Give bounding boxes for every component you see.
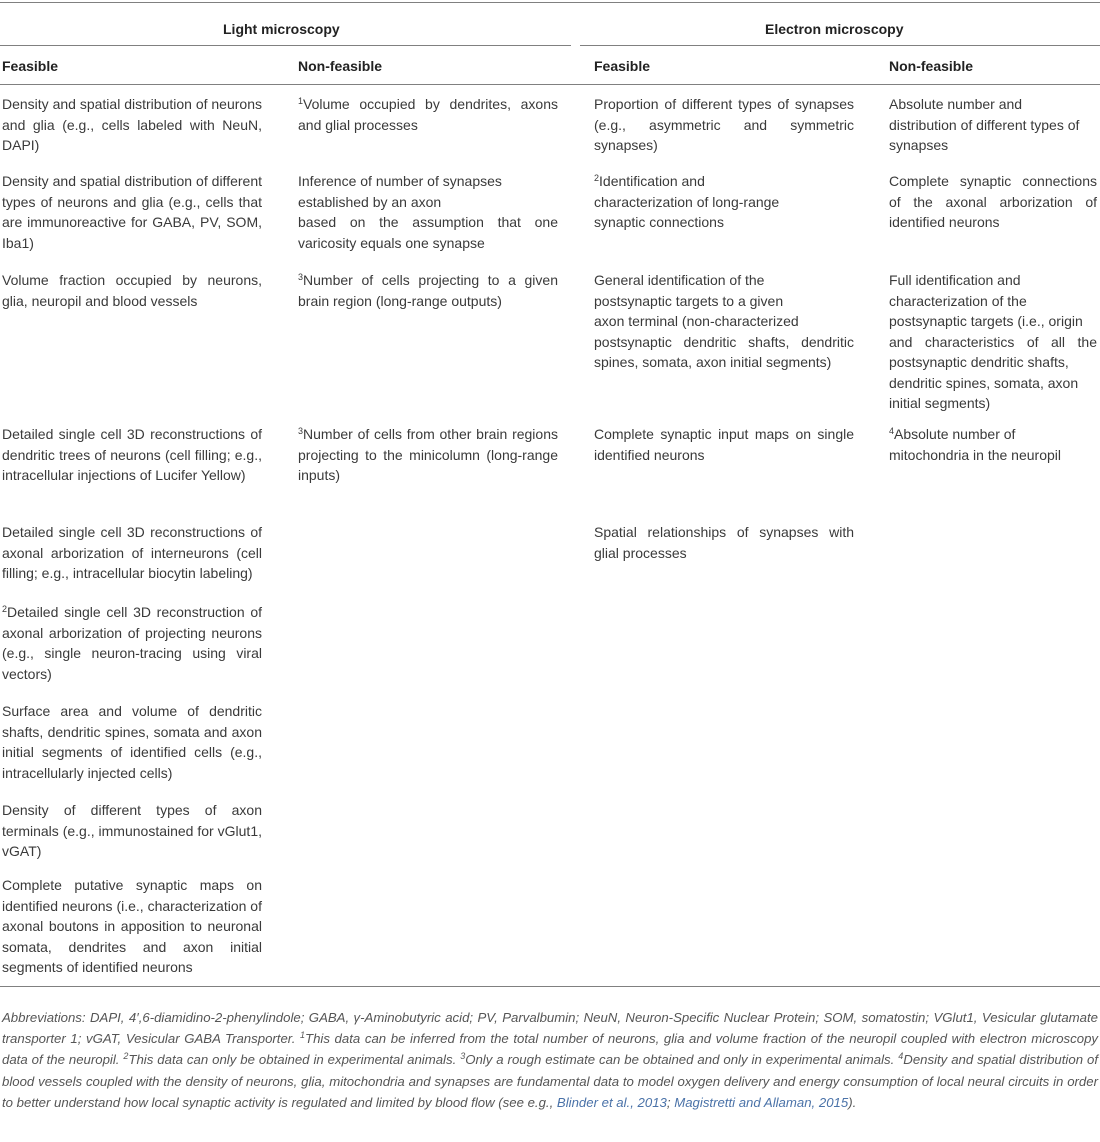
electron-non-feasible-cell: $^4$Absolute number of mitochondria in the neuropil: [889, 426, 1061, 463]
light-feasible-cell: Volume fraction occupied by neurons, glia, neuropil and blood vessels: [2, 272, 262, 309]
header-electron-non-feasible: Non-feasible: [889, 58, 974, 74]
light-feasible-cell: Surface area and volume of dendritic shafts, dendritic spines, somata and axon initial segments of identified cells (e.g., intracellularly injected cells): [2, 703, 262, 781]
table-footnote: Abbreviations: DAPI, 4′,6-diamidino-2-phenylindole; GABA, γ-Aminobutyric acid; PV, Parvalbumin; NeuN, Neuron-Specific Nuclear Protein; SOM, somatostin; VGlut1, Vesicular glutamate transporter 1; vGAT, Vesicular GABA Transporter. $^1$This data can be inferred from the total number of neurons, glia and volume fraction of the neuropil coupled with electron microscopy data of the neuropil. $^2$This data can only be obtained in experimental animals. $^3$Only a rough estimate can be obtained and only in experimental animals. $^4$Density and spatial distribution of blood vessels coupled with the density of neurons, glia, mitochondria and synapses are fundamental data to model oxygen delivery and energy consumption of local neural circuits in order to better understand how local synaptic activity is regulated and limited by blood flow (see e.g., Blinder et al., 2013; Magistretti and Allaman, 2015).: [2, 1010, 1098, 1110]
header-bottom-rule: [0, 84, 1100, 85]
electron-non-feasible-cell: Absolute number and distribution of different types of synapses: [889, 96, 1080, 153]
light-non-feasible-cell: $^1$Volume occupied by dendrites, axons and glial processes: [298, 96, 558, 133]
table-top-rule: [0, 2, 1100, 3]
header-light-non-feasible: Non-feasible: [298, 58, 383, 74]
light-non-feasible-cell: $^3$Number of cells projecting to a given brain region (long-range outputs): [298, 272, 558, 309]
table-bottom-rule: [0, 986, 1100, 987]
header-electron-feasible: Feasible: [594, 58, 651, 74]
light-non-feasible-cell: Inference of number of synapses established by an axon based on the assumption that one varicosity equals one synapse: [298, 173, 558, 251]
light-feasible-cell: Density and spatial distribution of neurons and glia (e.g., cells labeled with NeuN, DAPI): [2, 96, 262, 153]
header-light-microscopy: Light microscopy: [223, 21, 340, 37]
light-feasible-cell: $^2$Detailed single cell 3D reconstruction of axonal arborization of projecting neurons (e.g., single neuron-tracing using viral vectors): [2, 604, 262, 682]
light-feasible-cell: Complete putative synaptic maps on identified neurons (i.e., characterization of axonal boutons in apposition to neuronal somata, dendrites and axon initial segments of identified neurons: [2, 877, 262, 975]
electron-group-rule: [580, 45, 1100, 46]
electron-feasible-cell: Spatial relationships of synapses with glial processes: [594, 524, 854, 561]
light-non-feasible-cell: $^3$Number of cells from other brain regions projecting to the minicolumn (long-range inputs): [298, 426, 558, 483]
electron-feasible-cell: Complete synaptic input maps on single identified neurons: [594, 426, 854, 463]
electron-non-feasible-cell: Full identification and characterization of the postsynaptic targets (i.e., origin and characteristics of all the postsynaptic dendritic shafts, dendritic spines, somata, axon initial segments): [889, 272, 1097, 411]
electron-non-feasible-cell: Complete synaptic connections of the axonal arborization of identified neurons: [889, 173, 1097, 230]
light-feasible-cell: Density of different types of axon terminals (e.g., immunostained for vGlut1, vGAT): [2, 802, 262, 859]
electron-feasible-cell: $^2$Identification and characterization of long-range synaptic connections: [594, 173, 780, 230]
header-electron-microscopy: Electron microscopy: [765, 21, 904, 37]
header-light-feasible: Feasible: [2, 58, 59, 74]
light-group-rule: [0, 45, 571, 46]
citation-link-magistretti[interactable]: Magistretti and Allaman, 2015: [674, 1094, 849, 1110]
electron-feasible-cell: Proportion of different types of synapses (e.g., asymmetric and symmetric synapses): [594, 96, 854, 153]
citation-link-blinder[interactable]: Blinder et al., 2013: [556, 1094, 667, 1110]
light-feasible-cell: Density and spatial distribution of different types of neurons and glia (e.g., cells that are immunoreactive for GABA, PV, SOM, Iba1): [2, 173, 262, 251]
electron-feasible-cell: General identification of the postsynaptic targets to a given axon terminal (non-characterized postsynaptic dendritic shafts, dendritic spines, somata, axon initial segments): [594, 272, 854, 370]
light-feasible-cell: Detailed single cell 3D reconstructions of dendritic trees of neurons (cell filling; e.g., intracellular injections of Lucifer Yellow): [2, 426, 262, 483]
light-feasible-cell: Detailed single cell 3D reconstructions of axonal arborization of interneurons (cell filling; e.g., intracellular biocytin labeling): [2, 524, 262, 581]
